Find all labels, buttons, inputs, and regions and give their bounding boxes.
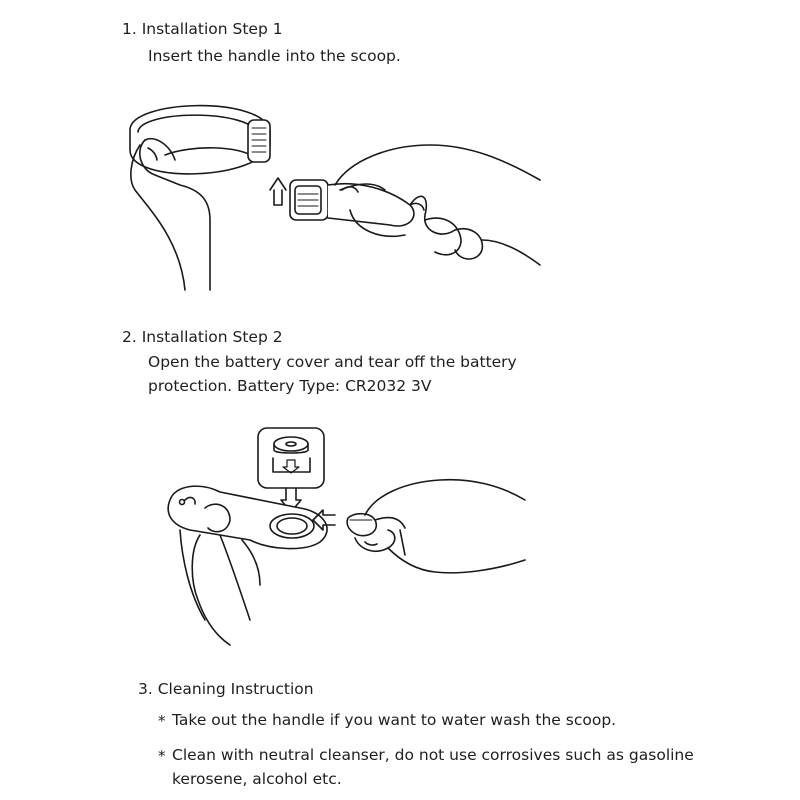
- cleaning-bullet-1: Take out the handle if you want to water wash the scoop.: [172, 711, 617, 729]
- insert-arrow-drawing: [270, 178, 286, 205]
- cleaning-bullet-2-line-2: kerosene, alcohol etc.: [172, 770, 342, 788]
- step-2-instruction-line-2: protection. Battery Type: CR2032 3V: [148, 377, 432, 395]
- battery-cover-drawing: [347, 514, 376, 536]
- bullet-marker: *: [158, 712, 166, 730]
- step-1-illustration: [110, 90, 550, 300]
- cleaning-bullet-2-line-1: Clean with neutral cleanser, do not use corrosives such as gasoline: [172, 746, 694, 764]
- step-2-illustration: [160, 420, 530, 650]
- battery-detail-box: [258, 428, 324, 488]
- scoop-drawing: [130, 106, 270, 174]
- bullet-marker: *: [158, 747, 166, 765]
- step-3-title: 3. Cleaning Instruction: [138, 680, 314, 698]
- right-hand-step2-drawing: [355, 480, 525, 573]
- step-2-title: 2. Installation Step 2: [122, 328, 283, 346]
- open-handle-drawing: [168, 486, 327, 548]
- step-1-title: 1. Installation Step 1: [122, 20, 283, 38]
- step-1-instruction: Insert the handle into the scoop.: [148, 47, 401, 65]
- step-2-instruction-line-1: Open the battery cover and tear off the battery: [148, 353, 517, 371]
